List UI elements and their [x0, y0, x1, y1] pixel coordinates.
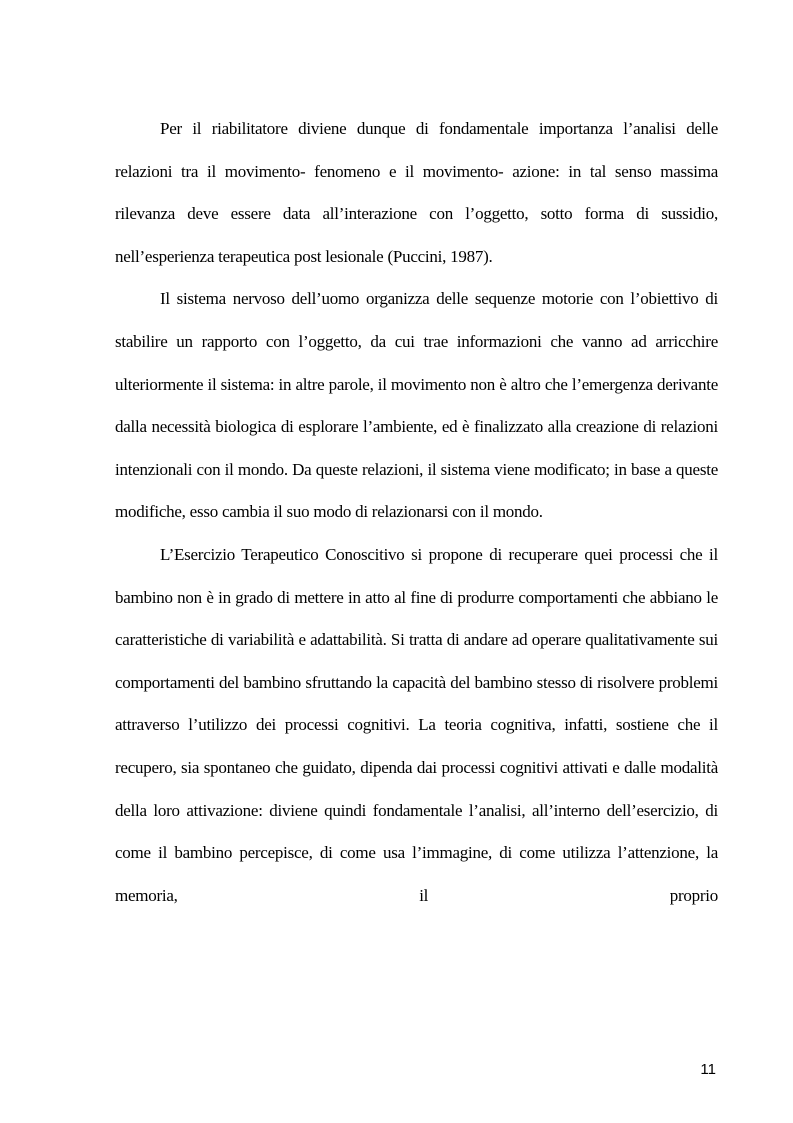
paragraph-2: Il sistema nervoso dell’uomo organizza delle sequenze motorie con l’obiettivo di stabilire un rapporto con l’oggetto, da cui trae informazioni che vanno ad arricchire ulteriormente il sistema: in altre parole, il movimento non è altro che l’emergenza derivante dalla necessità biologica di esplorare l’ambiente, ed è finalizzato alla creazione di relazioni intenzionali con il mondo. Da queste relazioni, il sistema viene modificato; in base a queste modifiche, esso cambia il suo modo di relazionarsi con il mondo.: [115, 289, 718, 522]
page-number: 11: [700, 1061, 716, 1078]
paragraph-1: Per il riabilitatore diviene dunque di fondamentale importanza l’analisi delle relazioni tra il movimento- fenomeno e il movimento- azione: in tal senso massima rilevanza deve essere data all’interazione con l’oggetto, sotto forma di sussidio, nell’esperienza terapeutica post lesionale (Puccini, 1987).: [115, 119, 718, 266]
page-body: [115, 108, 718, 917]
paragraph-3: L’Esercizio Terapeutico Conoscitivo si propone di recuperare quei processi che il bambino non è in grado di mettere in atto al fine di produrre comportamenti che abbiano le caratteristiche di variabilità e adattabilità. Si tratta di andare ad operare qualitativamente sui comportamenti del bambino sfruttando la capacità del bambino stesso di risolvere problemi attraverso l’utilizzo dei processi cognitivi. La teoria cognitiva, infatti, sostiene che il recupero, sia spontaneo che guidato, dipenda dai processi cognitivi attivati e dalle modalità della loro attivazione: diviene quindi fondamentale l’analisi, all’interno dell’esercizio, di come il bambino percepisce, di come usa l’immagine, di come utilizza l’attenzione, la memoria, il proprio: [115, 544, 718, 905]
